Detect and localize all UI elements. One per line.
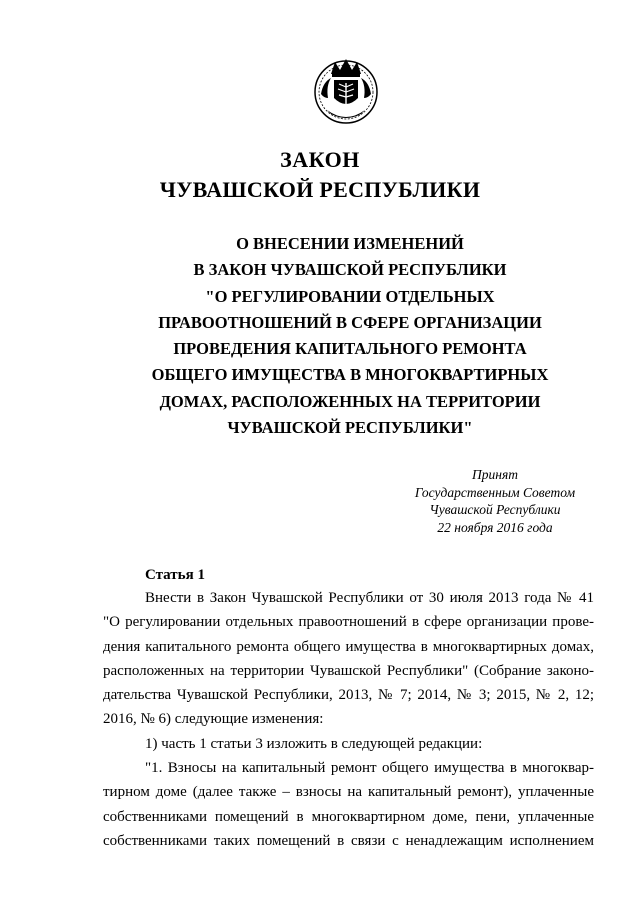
subject-line: О ВНЕСЕНИИ ИЗМЕНЕНИЙ: [236, 234, 464, 253]
coat-of-arms-icon: [309, 54, 383, 128]
subject-line: ОБЩЕГО ИМУЩЕСТВА В МНОГОКВАРТИРНЫХ: [151, 365, 549, 385]
subject-line: "О РЕГУЛИРОВАНИИ ОТДЕЛЬНЫХ: [205, 286, 495, 306]
adoption-note: [400, 466, 590, 536]
body-line: 1) часть 1 статьи 3 изложить в следующей редакции:: [145, 735, 483, 752]
subject-line: ПРОВЕДЕНИЯ КАПИТАЛЬНОГО РЕМОНТА: [173, 339, 527, 359]
body-line: расположенных на территории Чувашской Республики" (Собрание законо-: [103, 662, 594, 679]
article-heading: Статья 1: [145, 567, 205, 583]
adoption-line: Чувашской Республики: [429, 502, 561, 517]
law-title: ЗАКОН: [280, 147, 360, 172]
body-line: дения капитального ремонта общего имущества в многоквартирных домах,: [103, 638, 594, 655]
law-subject: [40, 231, 640, 441]
subject-line: ДОМАХ, РАСПОЛОЖЕННЫХ НА ТЕРРИТОРИИ: [159, 391, 541, 411]
body-line: тирном доме (далее также – взносы на капитальный ремонт), уплаченные: [103, 784, 594, 801]
subject-line: ПРАВООТНОШЕНИЙ В СФЕРЕ ОРГАНИЗАЦИИ: [158, 312, 542, 332]
adoption-line: Государственным Советом: [414, 484, 576, 500]
subject-line: В ЗАКОН ЧУВАШСКОЙ РЕСПУБЛИКИ: [193, 260, 507, 280]
body-line: собственниками помещений в многоквартирном доме, пени, уплаченные: [103, 808, 594, 825]
law-jurisdiction: ЧУВАШСКОЙ РЕСПУБЛИКИ: [159, 177, 481, 202]
article-body: [103, 586, 594, 853]
body-line: Внести в Закон Чувашской Республики от 30 июля 2013 года № 41: [145, 590, 594, 606]
body-line: дательства Чувашской Республики, 2013, № 7; 2014, № 3; 2015, № 2, 12;: [103, 687, 594, 704]
body-line: собственниками таких помещений в связи с ненадлежащим исполнением: [103, 832, 594, 849]
body-line: 2016, № 6) следующие изменения:: [103, 711, 324, 728]
subject-line: ЧУВАШСКОЙ РЕСПУБЛИКИ": [227, 418, 473, 438]
body-line: "О регулировании отдельных правоотношений в сфере организации прове-: [103, 614, 594, 631]
adoption-date: 22 ноября 2016 года: [437, 519, 553, 535]
body-line: "1. Взносы на капитальный ремонт общего имущества в многоквар-: [145, 760, 594, 777]
adoption-line: Принят: [472, 467, 518, 482]
